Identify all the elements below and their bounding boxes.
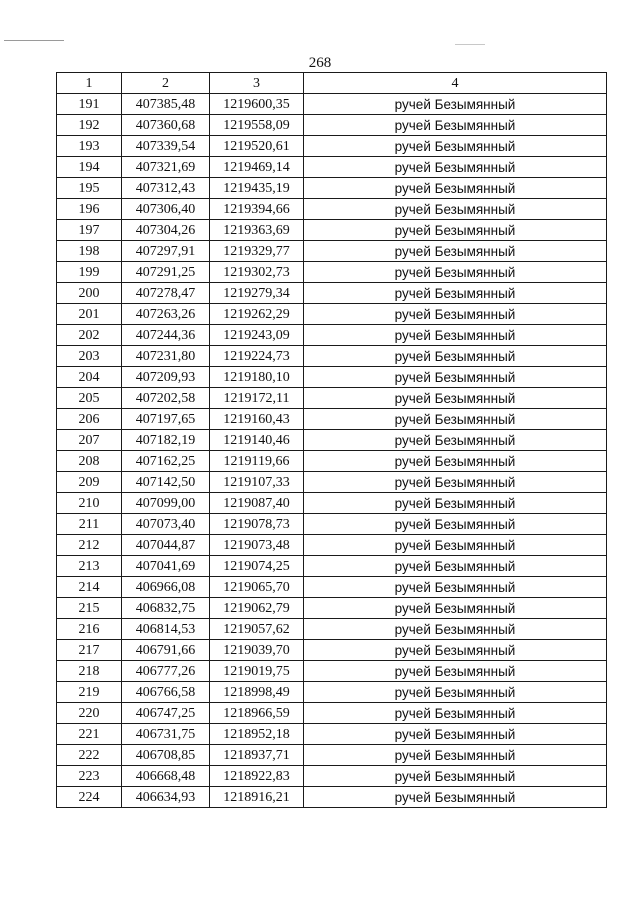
x-coordinate-cell: 407297,91 xyxy=(122,241,210,262)
y-coordinate-cell: 1219243,09 xyxy=(210,325,304,346)
table-row xyxy=(57,388,607,409)
header-cell-point-number: 1 xyxy=(57,73,122,94)
scan-artifact-line xyxy=(455,44,485,45)
x-coordinate-cell: 406832,75 xyxy=(122,598,210,619)
x-coordinate-cell: 407142,50 xyxy=(122,472,210,493)
table-row xyxy=(57,325,607,346)
point-number-cell: 199 xyxy=(57,262,122,283)
description-cell: ручей Безымянный xyxy=(304,493,607,514)
y-coordinate-cell: 1219073,48 xyxy=(210,535,304,556)
x-coordinate-cell: 406766,58 xyxy=(122,682,210,703)
table-row xyxy=(57,661,607,682)
table-row xyxy=(57,556,607,577)
table-row xyxy=(57,787,607,808)
table-row xyxy=(57,766,607,787)
y-coordinate-cell: 1219119,66 xyxy=(210,451,304,472)
point-number-cell: 201 xyxy=(57,304,122,325)
point-number-cell: 196 xyxy=(57,199,122,220)
y-coordinate-cell: 1219520,61 xyxy=(210,136,304,157)
table-row xyxy=(57,472,607,493)
point-number-cell: 214 xyxy=(57,577,122,598)
description-cell: ручей Безымянный xyxy=(304,388,607,409)
point-number-cell: 200 xyxy=(57,283,122,304)
header-cell-x: 2 xyxy=(122,73,210,94)
y-coordinate-cell: 1219224,73 xyxy=(210,346,304,367)
y-coordinate-cell: 1219329,77 xyxy=(210,241,304,262)
description-cell: ручей Безымянный xyxy=(304,430,607,451)
point-number-cell: 222 xyxy=(57,745,122,766)
description-cell: ручей Безымянный xyxy=(304,199,607,220)
description-cell: ручей Безымянный xyxy=(304,682,607,703)
description-cell: ручей Безымянный xyxy=(304,325,607,346)
point-number-cell: 223 xyxy=(57,766,122,787)
x-coordinate-cell: 407041,69 xyxy=(122,556,210,577)
point-number-cell: 204 xyxy=(57,367,122,388)
y-coordinate-cell: 1219469,14 xyxy=(210,157,304,178)
description-cell: ручей Безымянный xyxy=(304,598,607,619)
point-number-cell: 192 xyxy=(57,115,122,136)
table-row xyxy=(57,682,607,703)
table-row xyxy=(57,346,607,367)
y-coordinate-cell: 1219065,70 xyxy=(210,577,304,598)
description-cell: ручей Безымянный xyxy=(304,409,607,430)
point-number-cell: 193 xyxy=(57,136,122,157)
table-row xyxy=(57,598,607,619)
y-coordinate-cell: 1219160,43 xyxy=(210,409,304,430)
table-row xyxy=(57,535,607,556)
point-number-cell: 216 xyxy=(57,619,122,640)
y-coordinate-cell: 1219087,40 xyxy=(210,493,304,514)
table-row xyxy=(57,514,607,535)
point-number-cell: 209 xyxy=(57,472,122,493)
description-cell: ручей Безымянный xyxy=(304,283,607,304)
x-coordinate-cell: 407339,54 xyxy=(122,136,210,157)
description-cell: ручей Безымянный xyxy=(304,577,607,598)
y-coordinate-cell: 1219262,29 xyxy=(210,304,304,325)
x-coordinate-cell: 406814,53 xyxy=(122,619,210,640)
description-cell: ручей Безымянный xyxy=(304,724,607,745)
description-cell: ручей Безымянный xyxy=(304,619,607,640)
description-cell: ручей Безымянный xyxy=(304,472,607,493)
x-coordinate-cell: 406668,48 xyxy=(122,766,210,787)
description-cell: ручей Безымянный xyxy=(304,787,607,808)
y-coordinate-cell: 1219057,62 xyxy=(210,619,304,640)
table-row xyxy=(57,451,607,472)
table-row xyxy=(57,367,607,388)
x-coordinate-cell: 407231,80 xyxy=(122,346,210,367)
y-coordinate-cell: 1218922,83 xyxy=(210,766,304,787)
point-number-cell: 194 xyxy=(57,157,122,178)
y-coordinate-cell: 1219140,46 xyxy=(210,430,304,451)
point-number-cell: 211 xyxy=(57,514,122,535)
x-coordinate-cell: 407385,48 xyxy=(122,94,210,115)
table-row xyxy=(57,283,607,304)
x-coordinate-cell: 406791,66 xyxy=(122,640,210,661)
point-number-cell: 217 xyxy=(57,640,122,661)
description-cell: ручей Безымянный xyxy=(304,178,607,199)
y-coordinate-cell: 1219062,79 xyxy=(210,598,304,619)
description-cell: ручей Безымянный xyxy=(304,514,607,535)
y-coordinate-cell: 1218966,59 xyxy=(210,703,304,724)
description-cell: ручей Безымянный xyxy=(304,640,607,661)
x-coordinate-cell: 407197,65 xyxy=(122,409,210,430)
header-cell-description: 4 xyxy=(304,73,607,94)
description-cell: ручей Безымянный xyxy=(304,367,607,388)
x-coordinate-cell: 407312,43 xyxy=(122,178,210,199)
x-coordinate-cell: 407360,68 xyxy=(122,115,210,136)
table-row xyxy=(57,703,607,724)
x-coordinate-cell: 407244,36 xyxy=(122,325,210,346)
x-coordinate-cell: 407044,87 xyxy=(122,535,210,556)
y-coordinate-cell: 1218937,71 xyxy=(210,745,304,766)
description-cell: ручей Безымянный xyxy=(304,745,607,766)
description-cell: ручей Безымянный xyxy=(304,262,607,283)
point-number-cell: 212 xyxy=(57,535,122,556)
table-row xyxy=(57,619,607,640)
description-cell: ручей Безымянный xyxy=(304,346,607,367)
x-coordinate-cell: 406777,26 xyxy=(122,661,210,682)
x-coordinate-cell: 407291,25 xyxy=(122,262,210,283)
y-coordinate-cell: 1219558,09 xyxy=(210,115,304,136)
point-number-cell: 210 xyxy=(57,493,122,514)
point-number-cell: 219 xyxy=(57,682,122,703)
y-coordinate-cell: 1218916,21 xyxy=(210,787,304,808)
point-number-cell: 213 xyxy=(57,556,122,577)
x-coordinate-cell: 407162,25 xyxy=(122,451,210,472)
description-cell: ручей Безымянный xyxy=(304,451,607,472)
y-coordinate-cell: 1219172,11 xyxy=(210,388,304,409)
table-row xyxy=(57,94,607,115)
y-coordinate-cell: 1219279,34 xyxy=(210,283,304,304)
table-row xyxy=(57,724,607,745)
y-coordinate-cell: 1219394,66 xyxy=(210,199,304,220)
description-cell: ручей Безымянный xyxy=(304,535,607,556)
description-cell: ручей Безымянный xyxy=(304,157,607,178)
y-coordinate-cell: 1219078,73 xyxy=(210,514,304,535)
point-number-cell: 220 xyxy=(57,703,122,724)
x-coordinate-cell: 407209,93 xyxy=(122,367,210,388)
point-number-cell: 218 xyxy=(57,661,122,682)
y-coordinate-cell: 1218998,49 xyxy=(210,682,304,703)
point-number-cell: 191 xyxy=(57,94,122,115)
point-number-cell: 202 xyxy=(57,325,122,346)
x-coordinate-cell: 407182,19 xyxy=(122,430,210,451)
description-cell: ручей Безымянный xyxy=(304,661,607,682)
x-coordinate-cell: 407304,26 xyxy=(122,220,210,241)
point-number-cell: 195 xyxy=(57,178,122,199)
point-number-cell: 207 xyxy=(57,430,122,451)
description-cell: ручей Безымянный xyxy=(304,220,607,241)
x-coordinate-cell: 406731,75 xyxy=(122,724,210,745)
y-coordinate-cell: 1219074,25 xyxy=(210,556,304,577)
y-coordinate-cell: 1219600,35 xyxy=(210,94,304,115)
table-row xyxy=(57,262,607,283)
table-row xyxy=(57,199,607,220)
x-coordinate-cell: 407321,69 xyxy=(122,157,210,178)
point-number-cell: 203 xyxy=(57,346,122,367)
x-coordinate-cell: 407099,00 xyxy=(122,493,210,514)
table-row xyxy=(57,136,607,157)
page-number: 268 xyxy=(308,55,332,71)
y-coordinate-cell: 1219363,69 xyxy=(210,220,304,241)
point-number-cell: 208 xyxy=(57,451,122,472)
table-row xyxy=(57,640,607,661)
x-coordinate-cell: 406747,25 xyxy=(122,703,210,724)
point-number-cell: 215 xyxy=(57,598,122,619)
table-row xyxy=(57,178,607,199)
table-body xyxy=(57,94,607,808)
table-row xyxy=(57,409,607,430)
table-row xyxy=(57,430,607,451)
y-coordinate-cell: 1219302,73 xyxy=(210,262,304,283)
point-number-cell: 206 xyxy=(57,409,122,430)
x-coordinate-cell: 407278,47 xyxy=(122,283,210,304)
x-coordinate-cell: 407202,58 xyxy=(122,388,210,409)
x-coordinate-cell: 407073,40 xyxy=(122,514,210,535)
description-cell: ручей Безымянный xyxy=(304,703,607,724)
description-cell: ручей Безымянный xyxy=(304,241,607,262)
point-number-cell: 197 xyxy=(57,220,122,241)
y-coordinate-cell: 1219039,70 xyxy=(210,640,304,661)
y-coordinate-cell: 1219019,75 xyxy=(210,661,304,682)
table-row xyxy=(57,493,607,514)
description-cell: ручей Безымянный xyxy=(304,766,607,787)
x-coordinate-cell: 406708,85 xyxy=(122,745,210,766)
description-cell: ручей Безымянный xyxy=(304,136,607,157)
table-row xyxy=(57,304,607,325)
description-cell: ручей Безымянный xyxy=(304,94,607,115)
y-coordinate-cell: 1219107,33 xyxy=(210,472,304,493)
header-cell-y: 3 xyxy=(210,73,304,94)
x-coordinate-cell: 407263,26 xyxy=(122,304,210,325)
point-number-cell: 224 xyxy=(57,787,122,808)
x-coordinate-cell: 406966,08 xyxy=(122,577,210,598)
x-coordinate-cell: 407306,40 xyxy=(122,199,210,220)
y-coordinate-cell: 1218952,18 xyxy=(210,724,304,745)
description-cell: ручей Безымянный xyxy=(304,115,607,136)
table-header-row xyxy=(57,73,607,94)
y-coordinate-cell: 1219180,10 xyxy=(210,367,304,388)
point-number-cell: 198 xyxy=(57,241,122,262)
table-row xyxy=(57,241,607,262)
coordinates-table xyxy=(56,72,607,808)
scan-artifact-line xyxy=(4,40,64,41)
point-number-cell: 221 xyxy=(57,724,122,745)
table-row xyxy=(57,220,607,241)
table-row xyxy=(57,115,607,136)
x-coordinate-cell: 406634,93 xyxy=(122,787,210,808)
table-row xyxy=(57,157,607,178)
description-cell: ручей Безымянный xyxy=(304,304,607,325)
point-number-cell: 205 xyxy=(57,388,122,409)
description-cell: ручей Безымянный xyxy=(304,556,607,577)
table-row xyxy=(57,577,607,598)
table-row xyxy=(57,745,607,766)
y-coordinate-cell: 1219435,19 xyxy=(210,178,304,199)
